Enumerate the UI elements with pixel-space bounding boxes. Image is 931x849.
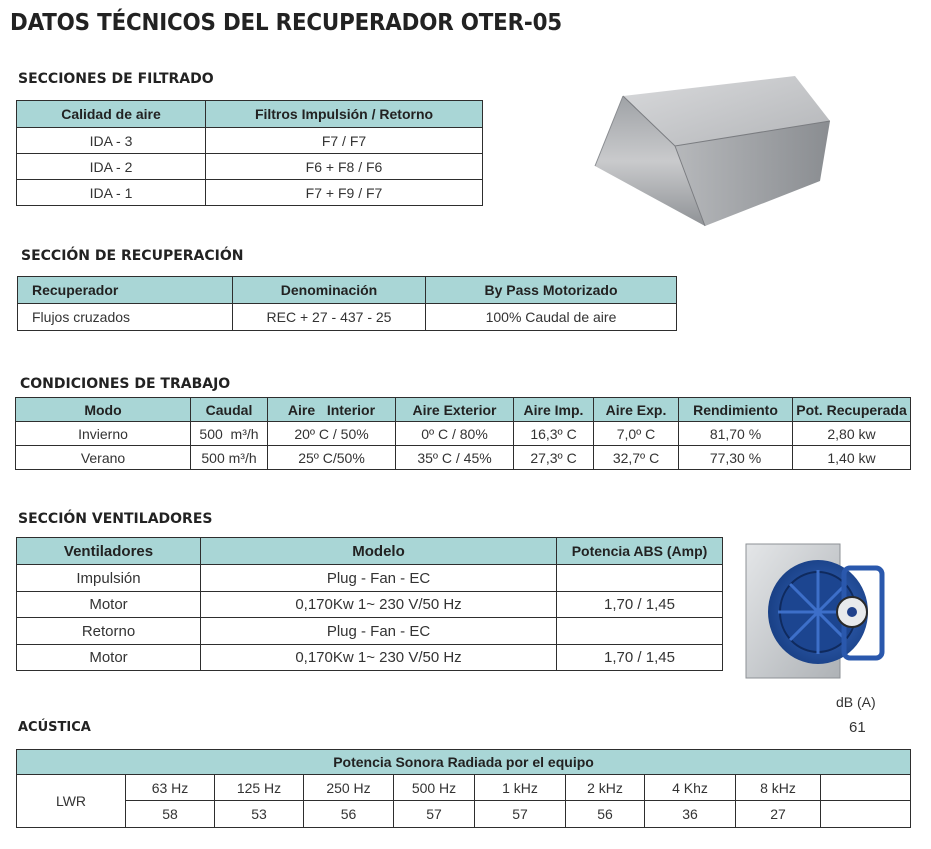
- column-header: Denominación: [233, 277, 426, 304]
- table-cell: REC + 27 - 437 - 25: [233, 304, 426, 331]
- table-row: [17, 618, 723, 645]
- table-cell: 0,170Kw 1~ 230 V/50 Hz: [201, 645, 557, 671]
- row-label: LWR: [17, 775, 126, 828]
- value-cell: 56: [304, 801, 394, 828]
- value-cell: 27: [736, 801, 821, 828]
- table-cell: [557, 618, 723, 645]
- frequency-cell: 1 kHz: [475, 775, 566, 801]
- db-unit-label: dB (A): [836, 694, 876, 710]
- page-title: DATOS TÉCNICOS DEL RECUPERADOR OTER-05: [10, 10, 562, 36]
- table-row: [17, 180, 483, 206]
- condiciones-heading: CONDICIONES DE TRABAJO: [20, 376, 231, 392]
- table-row: [17, 645, 723, 671]
- column-header: Modo: [16, 398, 191, 422]
- filtrado-heading: SECCIONES DE FILTRADO: [18, 71, 214, 87]
- column-header: Aire Exterior: [396, 398, 514, 422]
- table-cell: [557, 565, 723, 592]
- table-header-row: [17, 101, 483, 128]
- column-header: Caudal: [191, 398, 268, 422]
- frequency-cell: 125 Hz: [215, 775, 304, 801]
- filtrado-table: [16, 100, 483, 206]
- table-row: [16, 422, 911, 446]
- table-cell: 1,70 / 1,45: [557, 592, 723, 618]
- plug-fan-image: [740, 540, 890, 682]
- frequency-cell: [821, 775, 911, 801]
- recuperador-duct-image: [585, 66, 845, 236]
- ventiladores-table: [16, 537, 723, 671]
- table-header-row: [16, 398, 911, 422]
- column-header: By Pass Motorizado: [426, 277, 677, 304]
- frequency-cell: 250 Hz: [304, 775, 394, 801]
- table-row: [17, 565, 723, 592]
- column-header: Potencia ABS (Amp): [557, 538, 723, 565]
- table-cell: 77,30 %: [679, 446, 793, 470]
- column-header: Aire Interior: [268, 398, 396, 422]
- acustica-table: [16, 749, 911, 828]
- table-cell: 16,3º C: [514, 422, 594, 446]
- table-cell: 7,0º C: [594, 422, 679, 446]
- table-header-row: [17, 538, 723, 565]
- db-value: 61: [849, 719, 866, 736]
- table-cell: Motor: [17, 645, 201, 671]
- table-cell: 1,70 / 1,45: [557, 645, 723, 671]
- table-cell: Invierno: [16, 422, 191, 446]
- table-cell: F6 + F8 / F6: [206, 154, 483, 180]
- table-cell: IDA - 2: [17, 154, 206, 180]
- table-cell: 81,70 %: [679, 422, 793, 446]
- value-cell: 53: [215, 801, 304, 828]
- value-row: [17, 801, 911, 828]
- value-cell: [821, 801, 911, 828]
- table-cell: 500 m³/h: [191, 446, 268, 470]
- table-cell: IDA - 1: [17, 180, 206, 206]
- table-row: [17, 128, 483, 154]
- value-cell: 58: [126, 801, 215, 828]
- table-cell: 20º C / 50%: [268, 422, 396, 446]
- table-cell: 0,170Kw 1~ 230 V/50 Hz: [201, 592, 557, 618]
- frequency-cell: 4 Khz: [645, 775, 736, 801]
- table-cell: 32,7º C: [594, 446, 679, 470]
- table-cell: Flujos cruzados: [18, 304, 233, 331]
- column-header: Filtros Impulsión / Retorno: [206, 101, 483, 128]
- value-cell: 57: [394, 801, 475, 828]
- frequency-row: [17, 775, 911, 801]
- column-header: Aire Imp.: [514, 398, 594, 422]
- table-cell: IDA - 3: [17, 128, 206, 154]
- table-cell: 100% Caudal de aire: [426, 304, 677, 331]
- table-cell: F7 / F7: [206, 128, 483, 154]
- table-cell: 0º C / 80%: [396, 422, 514, 446]
- table-cell: Impulsión: [17, 565, 201, 592]
- column-header: Modelo: [201, 538, 557, 565]
- column-header: Ventiladores: [17, 538, 201, 565]
- table-row: [17, 592, 723, 618]
- column-header: Rendimiento: [679, 398, 793, 422]
- frequency-cell: 500 Hz: [394, 775, 475, 801]
- table-cell: Verano: [16, 446, 191, 470]
- value-cell: 57: [475, 801, 566, 828]
- table-cell: 2,80 kw: [793, 422, 911, 446]
- table-cell: Plug - Fan - EC: [201, 565, 557, 592]
- table-cell: 35º C / 45%: [396, 446, 514, 470]
- column-header: Pot. Recuperada: [793, 398, 911, 422]
- recuperacion-heading: SECCIÓN DE RECUPERACIÓN: [21, 248, 244, 264]
- table-row: [18, 304, 677, 331]
- value-cell: 36: [645, 801, 736, 828]
- condiciones-table: [15, 397, 911, 470]
- value-cell: 56: [566, 801, 645, 828]
- ventiladores-heading: SECCIÓN VENTILADORES: [18, 511, 213, 527]
- acustica-heading: ACÚSTICA: [18, 720, 91, 735]
- frequency-cell: 2 kHz: [566, 775, 645, 801]
- table-row: [17, 154, 483, 180]
- table-cell: 25º C/50%: [268, 446, 396, 470]
- table-cell: Plug - Fan - EC: [201, 618, 557, 645]
- table-cell: 500 m³/h: [191, 422, 268, 446]
- table-row: [16, 446, 911, 470]
- acustica-table-title: Potencia Sonora Radiada por el equipo: [17, 750, 911, 775]
- column-header: Calidad de aire: [17, 101, 206, 128]
- table-title-row: [17, 750, 911, 775]
- frequency-cell: 8 kHz: [736, 775, 821, 801]
- recuperacion-table: [17, 276, 677, 331]
- table-header-row: [18, 277, 677, 304]
- table-cell: F7 + F9 / F7: [206, 180, 483, 206]
- table-cell: 1,40 kw: [793, 446, 911, 470]
- table-cell: Motor: [17, 592, 201, 618]
- table-cell: 27,3º C: [514, 446, 594, 470]
- frequency-cell: 63 Hz: [126, 775, 215, 801]
- column-header: Aire Exp.: [594, 398, 679, 422]
- table-cell: Retorno: [17, 618, 201, 645]
- column-header: Recuperador: [18, 277, 233, 304]
